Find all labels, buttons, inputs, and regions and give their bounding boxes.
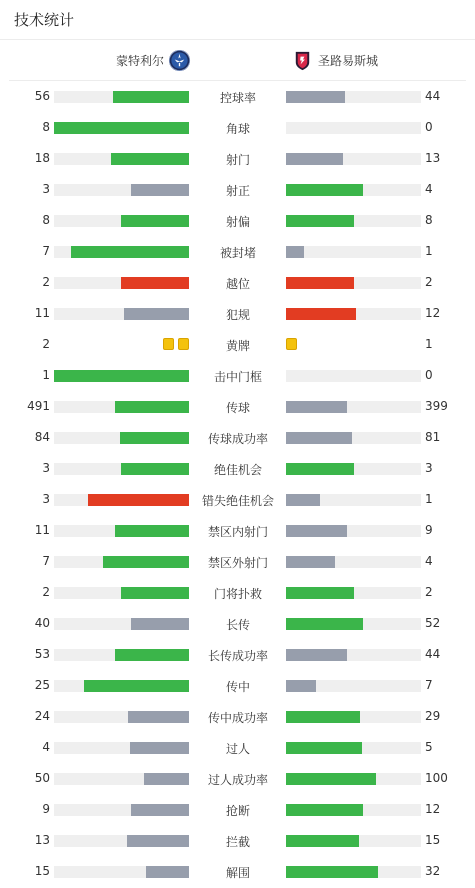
away-bar-track [286, 587, 421, 599]
home-value: 11 [34, 306, 50, 320]
away-team[interactable] [291, 49, 378, 72]
home-value: 18 [34, 151, 50, 165]
away-value: 4 [425, 182, 433, 196]
page-title: 技术统计 [14, 11, 75, 29]
away-bar-track [286, 215, 421, 227]
stat-label: 传球成功率 [207, 432, 268, 446]
stat-label: 错失绝佳机会 [201, 494, 274, 508]
stat-label: 射正 [225, 184, 250, 198]
stat-row [0, 639, 475, 670]
away-bar-track [286, 308, 421, 320]
home-bar-track [54, 494, 189, 506]
stat-label: 长传 [225, 618, 250, 632]
home-value: 491 [27, 399, 50, 413]
stat-label: 传球 [225, 401, 250, 415]
away-value: 52 [425, 616, 441, 630]
away-value: 5 [425, 740, 433, 754]
home-bar-track [54, 277, 189, 289]
away-bar [286, 649, 347, 661]
home-bar-track [54, 618, 189, 630]
home-value: 7 [42, 554, 50, 568]
away-bar-track [286, 463, 421, 475]
stat-row [0, 794, 475, 825]
home-value: 3 [42, 461, 50, 475]
stat-row [0, 298, 475, 329]
home-value: 25 [34, 678, 50, 692]
home-bar [71, 246, 189, 258]
stat-row [0, 670, 475, 701]
stats-list [0, 81, 475, 887]
stat-row [0, 763, 475, 794]
away-value: 1 [425, 492, 433, 506]
home-bar-track [54, 401, 189, 413]
stat-row [0, 608, 475, 639]
home-bar-track [54, 711, 189, 723]
stat-row [0, 360, 475, 391]
home-bar-track [54, 153, 189, 165]
stat-label: 门将扑救 [213, 587, 262, 601]
home-bar [146, 866, 189, 878]
home-bar-track [54, 866, 189, 878]
home-bar [130, 742, 189, 754]
away-value: 44 [425, 89, 441, 103]
away-team-name: 圣路易斯城 [318, 54, 379, 68]
away-value: 81 [425, 430, 441, 444]
page-header [0, 0, 475, 40]
stat-row [0, 701, 475, 732]
home-bar [120, 432, 189, 444]
away-value: 12 [425, 802, 441, 816]
stat-label: 禁区外射门 [207, 556, 268, 570]
away-bar [286, 835, 359, 847]
away-bar [286, 308, 356, 320]
away-value: 0 [425, 120, 433, 134]
home-team-name: 蒙特利尔 [115, 54, 164, 68]
home-bar-track [54, 215, 189, 227]
home-bar [128, 711, 189, 723]
away-bar-track [286, 866, 421, 878]
away-bar-track [286, 370, 421, 382]
stat-row [0, 391, 475, 422]
away-value: 44 [425, 647, 441, 661]
stat-row [0, 174, 475, 205]
away-bar-track [286, 153, 421, 165]
stat-label: 抢断 [225, 804, 250, 818]
home-value: 15 [34, 864, 50, 878]
stat-label: 过人成功率 [207, 773, 268, 787]
home-value: 2 [42, 337, 50, 351]
home-bar [115, 525, 189, 537]
home-bar [121, 463, 189, 475]
home-bar [127, 835, 189, 847]
stat-label: 被封堵 [219, 246, 256, 260]
away-bar [286, 215, 354, 227]
away-value: 7 [425, 678, 433, 692]
home-value: 84 [34, 430, 50, 444]
away-bar-track [286, 680, 421, 692]
stat-label: 长传成功率 [207, 649, 268, 663]
home-value: 4 [42, 740, 50, 754]
away-value: 12 [425, 306, 441, 320]
stat-row [0, 112, 475, 143]
stat-row [0, 546, 475, 577]
home-bar [131, 804, 189, 816]
stat-label: 传中成功率 [207, 711, 268, 725]
stat-row [0, 267, 475, 298]
away-bar [286, 432, 352, 444]
home-bar-track [54, 649, 189, 661]
home-value: 53 [34, 647, 50, 661]
stat-label: 犯规 [225, 308, 250, 322]
home-bar [124, 308, 189, 320]
stat-label: 禁区内射门 [207, 525, 268, 539]
away-bar-track [286, 711, 421, 723]
stat-row [0, 453, 475, 484]
away-bar [286, 277, 354, 289]
home-bar-track [54, 463, 189, 475]
away-bar [286, 773, 376, 785]
stat-label: 黄牌 [225, 339, 250, 353]
yellow-card-icon [163, 338, 174, 350]
away-value: 32 [425, 864, 441, 878]
away-bar [286, 494, 320, 506]
home-value: 9 [42, 802, 50, 816]
away-yellow-cards [286, 338, 297, 350]
away-bar-track [286, 556, 421, 568]
stat-label: 控球率 [219, 91, 256, 105]
away-bar-track [286, 525, 421, 537]
stat-label: 过人 [225, 742, 250, 756]
stat-row [0, 825, 475, 856]
home-bar-track [54, 370, 189, 382]
away-bar [286, 401, 347, 413]
home-value: 2 [42, 585, 50, 599]
stat-label: 角球 [225, 122, 250, 136]
home-value: 2 [42, 275, 50, 289]
stat-row [0, 577, 475, 608]
stat-row [0, 422, 475, 453]
home-bar [113, 91, 189, 103]
home-bar-track [54, 246, 189, 258]
away-bar-track [286, 246, 421, 258]
home-bar [84, 680, 189, 692]
away-bar-track [286, 432, 421, 444]
stat-row [0, 515, 475, 546]
home-bar [121, 215, 189, 227]
away-value: 13 [425, 151, 441, 165]
home-value: 7 [42, 244, 50, 258]
teams-header [9, 40, 466, 81]
away-bar-track [286, 494, 421, 506]
stat-row [0, 205, 475, 236]
stat-row [0, 484, 475, 515]
away-bar [286, 91, 345, 103]
away-bar-track [286, 835, 421, 847]
away-bar [286, 618, 363, 630]
away-bar-track [286, 742, 421, 754]
away-value: 100 [425, 771, 448, 785]
home-bar-track [54, 587, 189, 599]
stat-row [0, 329, 475, 360]
away-bar-track [286, 773, 421, 785]
away-bar-track [286, 618, 421, 630]
home-bar [131, 184, 189, 196]
stat-label: 绝佳机会 [213, 463, 262, 477]
home-bar [111, 153, 189, 165]
home-bar-track [54, 308, 189, 320]
away-value: 2 [425, 275, 433, 289]
stat-row [0, 236, 475, 267]
away-bar-track [286, 804, 421, 816]
home-bar-track [54, 742, 189, 754]
home-bar-track [54, 680, 189, 692]
stat-label: 传中 [225, 680, 250, 694]
stat-label: 射偏 [225, 215, 250, 229]
away-bar [286, 463, 354, 475]
away-value: 399 [425, 399, 448, 413]
yellow-card-icon [178, 338, 189, 350]
home-bar [54, 370, 189, 382]
away-bar [286, 804, 363, 816]
home-value: 8 [42, 213, 50, 227]
stat-label: 击中门框 [213, 370, 262, 384]
away-bar [286, 587, 354, 599]
home-bar-track [54, 804, 189, 816]
stat-row [0, 856, 475, 887]
home-bar-track [54, 184, 189, 196]
away-value: 15 [425, 833, 441, 847]
away-bar [286, 711, 360, 723]
home-bar-track [54, 556, 189, 568]
home-value: 40 [34, 616, 50, 630]
away-bar [286, 742, 362, 754]
away-bar [286, 153, 343, 165]
home-value: 1 [42, 368, 50, 382]
away-bar-track [286, 122, 421, 134]
away-bar-track [286, 277, 421, 289]
away-value: 29 [425, 709, 441, 723]
away-bar [286, 525, 347, 537]
stat-row [0, 81, 475, 112]
home-bar-track [54, 835, 189, 847]
home-bar [115, 649, 189, 661]
st-louis-logo-icon [291, 49, 314, 72]
away-value: 9 [425, 523, 433, 537]
away-bar [286, 680, 316, 692]
away-bar-track [286, 91, 421, 103]
home-bar-track [54, 525, 189, 537]
home-value: 13 [34, 833, 50, 847]
home-bar [131, 618, 189, 630]
away-value: 3 [425, 461, 433, 475]
home-value: 11 [34, 523, 50, 537]
home-value: 56 [34, 89, 50, 103]
away-value: 8 [425, 213, 433, 227]
home-value: 8 [42, 120, 50, 134]
away-bar [286, 866, 378, 878]
away-bar-track [286, 401, 421, 413]
home-bar [121, 277, 189, 289]
home-value: 3 [42, 492, 50, 506]
away-bar [286, 184, 363, 196]
home-bar [115, 401, 189, 413]
home-bar-track [54, 122, 189, 134]
away-bar-track [286, 649, 421, 661]
stat-label: 射门 [225, 153, 250, 167]
stat-row [0, 732, 475, 763]
home-bar [144, 773, 189, 785]
stat-label: 拦截 [225, 835, 250, 849]
yellow-card-icon [286, 338, 297, 350]
away-value: 4 [425, 554, 433, 568]
home-value: 3 [42, 182, 50, 196]
home-bar [121, 587, 189, 599]
home-bar-track [54, 91, 189, 103]
away-bar [286, 246, 304, 258]
away-value: 0 [425, 368, 433, 382]
away-bar [286, 556, 335, 568]
stat-row [0, 143, 475, 174]
home-value: 24 [34, 709, 50, 723]
away-value: 1 [425, 244, 433, 258]
home-value: 50 [34, 771, 50, 785]
home-bar [103, 556, 189, 568]
away-value: 2 [425, 585, 433, 599]
stat-label: 解围 [225, 866, 250, 880]
home-bar-track [54, 773, 189, 785]
away-value: 1 [425, 337, 433, 351]
away-bar-track [286, 184, 421, 196]
home-bar-track [54, 432, 189, 444]
stat-label: 越位 [225, 277, 250, 291]
home-bar [88, 494, 189, 506]
home-yellow-cards [163, 338, 189, 350]
home-team[interactable] [116, 49, 191, 72]
home-bar [54, 122, 189, 134]
montreal-logo-icon [168, 49, 191, 72]
